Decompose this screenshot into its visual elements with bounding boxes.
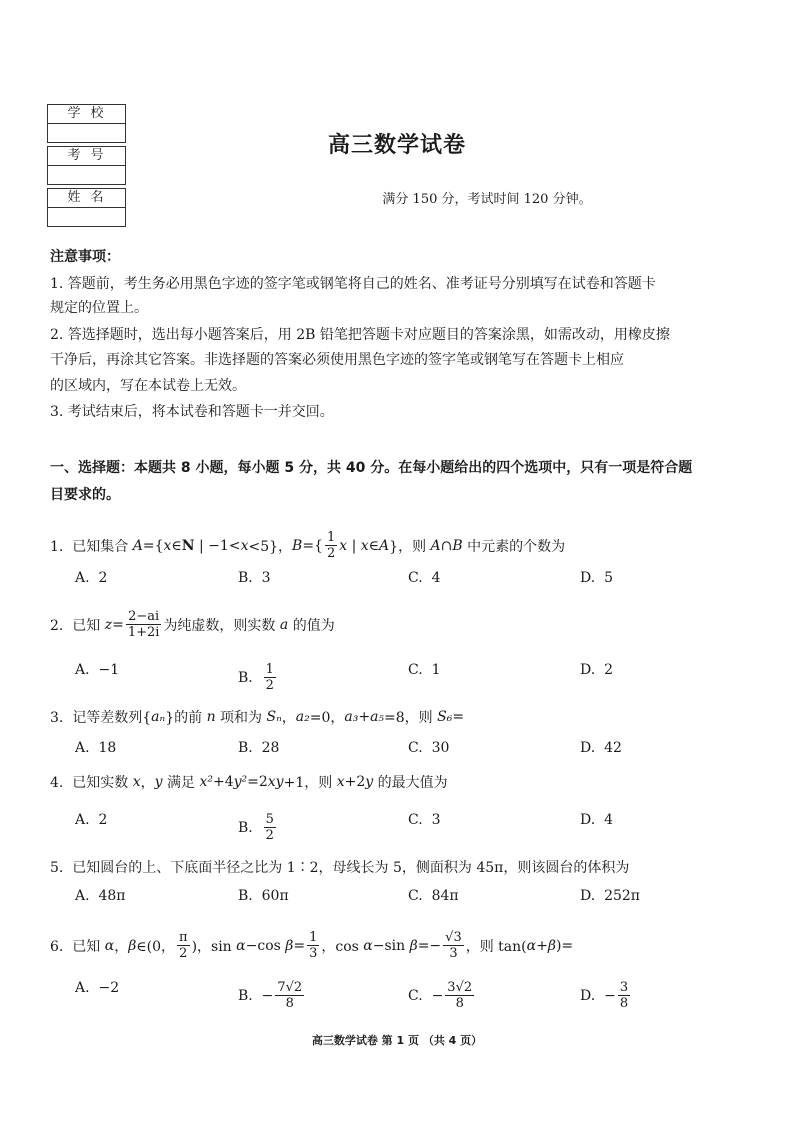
text: B. − (238, 987, 274, 1004)
question-4-option-B[interactable] (238, 812, 278, 843)
text: ， (140, 775, 155, 791)
numerator: 1 (309, 930, 318, 945)
text: +1，则 (283, 775, 337, 791)
math-var: α (363, 937, 373, 954)
text: A. 2 (75, 812, 108, 828)
fraction (275, 980, 304, 1011)
question-1-option-D[interactable] (580, 570, 613, 586)
denominator: 1+2i (127, 625, 160, 640)
text: }的前 (165, 710, 207, 726)
math-var: z (104, 616, 113, 633)
school-label: 学校 (48, 105, 125, 124)
text: A. 18 (75, 740, 117, 756)
note-line: 1. 答题前，考生务必用黑色字迹的签字笔或钢笔将自己的姓名、准考证号分别填写在试卷和答题卡 (50, 276, 656, 292)
math-var: B (452, 537, 463, 554)
text: C. 3 (408, 812, 441, 828)
text: 项和为 (215, 710, 267, 726)
question-2-option-A[interactable] (75, 662, 119, 678)
text: C. 30 (408, 740, 450, 756)
question-1-option-A[interactable] (75, 570, 107, 586)
text: 为纯虚数，则实数 (163, 617, 280, 634)
math-var: x (132, 774, 141, 790)
exam-number-blank[interactable] (48, 166, 125, 184)
denominator: 3 (449, 946, 458, 961)
question-2-stem (50, 609, 335, 640)
text: 1. 已知集合 (50, 538, 133, 555)
text: D. 4 (580, 812, 613, 828)
numerator: 1 (326, 530, 336, 545)
text: 5. 已知圆台的上、下底面半径之比为 1∶2，母线长为 5，侧面积为 45π，则该圆台的体积为 (50, 860, 630, 876)
text: )，sin (191, 938, 237, 955)
text: ，cos (321, 938, 364, 955)
text: +4 (212, 774, 234, 790)
notes-heading: 注意事项： (50, 249, 120, 265)
math-var: Sₙ (266, 709, 282, 725)
text: 2. 已知 (50, 617, 105, 634)
text: 3. 记等差数列{ (50, 710, 152, 726)
text: = (293, 937, 306, 954)
text: ={ (142, 537, 164, 554)
note-line: 干净后，再涂其它答案。非选择题的答案必须使用黑色字迹的签字笔或钢笔写在答题卡上相应 (50, 352, 624, 368)
text: −cos (245, 937, 286, 954)
text: B. 28 (238, 740, 280, 756)
text: }，则 (389, 538, 431, 555)
question-1-option-B[interactable] (238, 570, 271, 586)
text: D. 42 (580, 740, 622, 756)
question-4-option-A[interactable] (75, 812, 107, 828)
math-var: B (292, 537, 303, 554)
fraction (177, 930, 190, 961)
text: C. 84π (408, 888, 459, 904)
name-label: 姓名 (48, 189, 125, 208)
text: C. 1 (408, 662, 441, 678)
denominator: 8 (619, 996, 629, 1011)
math-set: N (181, 537, 195, 554)
math-var: y (365, 774, 374, 790)
math-var: x (339, 537, 348, 554)
text: B. (238, 819, 262, 836)
text: | (347, 537, 361, 554)
text: 满足 (162, 775, 200, 791)
math-var: β (128, 937, 137, 954)
text: | −1< (194, 537, 241, 554)
question-3-option-B[interactable] (238, 740, 279, 756)
fraction (264, 812, 276, 843)
denominator: 8 (285, 996, 294, 1011)
math-var: A (379, 537, 390, 554)
text: B. 60π (238, 888, 289, 904)
text: =8，则 (384, 710, 438, 726)
text: 的最大值为 (373, 775, 448, 791)
question-1-option-C[interactable] (408, 570, 440, 586)
denominator: 2 (326, 546, 336, 561)
numerator: 5 (265, 812, 274, 827)
math-var: A (430, 537, 441, 554)
denominator: 2 (265, 828, 274, 843)
math-var: x² (199, 774, 213, 790)
question-2-option-B[interactable] (238, 662, 278, 693)
numerator: 2−ai (128, 609, 160, 624)
fraction (264, 662, 276, 693)
question-3-option-C[interactable] (408, 740, 449, 756)
text: + (536, 937, 548, 954)
fraction (325, 530, 337, 561)
text: 中元素的个数为 (462, 538, 566, 555)
numerator: √3 (445, 930, 462, 945)
text: 4. 已知实数 (50, 775, 133, 791)
math-var: x (360, 537, 369, 554)
text: 的值为 (288, 617, 335, 634)
math-var: aₙ (151, 709, 166, 725)
text: −sin (372, 937, 410, 954)
math-var: n (206, 709, 216, 725)
note-line: 的区域内，写在本试卷上无效。 (50, 378, 246, 394)
text: ， (114, 938, 129, 955)
section-heading-cont: 目要求的。 (50, 487, 120, 503)
math-var: β (547, 937, 556, 954)
question-6-option-B[interactable] (238, 980, 306, 1011)
text: A. 48π (75, 888, 126, 904)
question-3-stem (50, 707, 464, 727)
numerator: 7√2 (277, 980, 303, 995)
exam-number-label: 考号 (48, 147, 125, 166)
text: C. − (408, 987, 444, 1004)
math-var: x (163, 537, 172, 554)
math-var: a₂ (295, 709, 310, 725)
text: ∈(0， (136, 938, 176, 955)
math-var: β (409, 937, 418, 954)
text: ={ (302, 537, 323, 554)
question-6-option-C[interactable] (408, 980, 476, 1011)
page-footer: 高三数学试卷 第 1 页 （共 4 页） (311, 1034, 483, 1047)
text: + (358, 709, 371, 725)
question-2-option-D[interactable] (580, 662, 613, 678)
question-4-stem (50, 772, 448, 792)
question-6-option-D[interactable] (580, 980, 632, 1011)
math-var: y (154, 774, 163, 790)
name-blank[interactable] (48, 208, 125, 226)
math-var: α (526, 937, 537, 954)
denominator: 3 (309, 946, 318, 961)
fraction (618, 980, 630, 1011)
text: ， (281, 710, 296, 726)
question-2-option-C[interactable] (408, 662, 440, 678)
question-5-option-D[interactable] (580, 888, 640, 904)
text: B. (238, 669, 262, 686)
text: B. 3 (238, 570, 271, 586)
text: D. 252π (580, 888, 640, 904)
question-5-option-C[interactable] (408, 888, 459, 904)
math-var: xy (267, 774, 284, 790)
page-title: 高三数学试卷 (327, 133, 466, 158)
text: ∈ (171, 537, 182, 554)
math-var: a₅ (370, 709, 385, 725)
text: = (452, 709, 465, 725)
text: = (112, 616, 124, 633)
math-var: β (285, 937, 294, 954)
question-5-option-B[interactable] (238, 888, 289, 904)
math-var: S₆ (437, 709, 453, 725)
math-var: α (104, 937, 115, 954)
note-line: 3. 考试结束后，将本试卷和答题卡一并交回。 (50, 404, 334, 420)
note-line: 规定的位置上。 (50, 300, 148, 316)
question-3-option-A[interactable] (75, 740, 116, 756)
section-heading: 一、选择题：本题共 8 小题，每小题 5 分，共 40 分。在每小题给出的四个选项中，只有一项是符合题 (50, 460, 693, 476)
text: A. −2 (75, 980, 120, 996)
math-var: x (240, 537, 249, 554)
question-5-option-A[interactable] (75, 888, 125, 904)
exam-info: 满分 150 分，考试时间 120 分钟。 (382, 192, 592, 207)
denominator: 2 (179, 946, 188, 961)
text: <5}， (248, 538, 293, 555)
text: A. −1 (75, 662, 120, 678)
fraction (443, 930, 464, 961)
text: )= (555, 937, 574, 954)
text: D. 5 (580, 570, 613, 586)
question-6-stem (50, 930, 573, 961)
math-var: A (132, 537, 143, 554)
note-line: 2. 答选择题时，选出每小题答案后，用 2B 铅笔把答题卡对应题目的答案涂黑，如需改动，用橡皮擦 (50, 327, 670, 343)
text: ∩ (440, 537, 453, 554)
question-4-option-D[interactable] (580, 812, 613, 828)
math-var: y² (233, 774, 248, 790)
fraction (307, 930, 319, 961)
denominator: 8 (455, 996, 464, 1011)
question-6-option-A[interactable] (75, 980, 119, 996)
text: ∈ (368, 537, 380, 554)
math-var: x (336, 774, 345, 790)
text: =0， (309, 710, 345, 726)
denominator: 2 (265, 678, 274, 693)
text: D. − (580, 987, 616, 1004)
math-var: a₃ (344, 709, 359, 725)
question-1-stem (50, 530, 565, 561)
text: +2 (344, 774, 366, 790)
question-3-option-D[interactable] (580, 740, 622, 756)
text: =− (417, 937, 442, 954)
fraction (445, 980, 474, 1011)
math-var: a (279, 616, 289, 633)
text: 6. 已知 (50, 938, 105, 955)
fraction (126, 609, 162, 640)
text: ，则 tan( (465, 938, 527, 955)
question-4-option-C[interactable] (408, 812, 440, 828)
numerator: π (179, 930, 188, 945)
question-5-stem (50, 857, 629, 877)
text: A. 2 (75, 570, 108, 586)
numerator: 3√2 (447, 980, 473, 995)
math-var: α (236, 937, 246, 954)
numerator: 1 (265, 662, 274, 677)
text: C. 4 (408, 570, 441, 586)
text: =2 (247, 774, 268, 790)
text: D. 2 (580, 662, 613, 678)
numerator: 3 (619, 980, 629, 995)
